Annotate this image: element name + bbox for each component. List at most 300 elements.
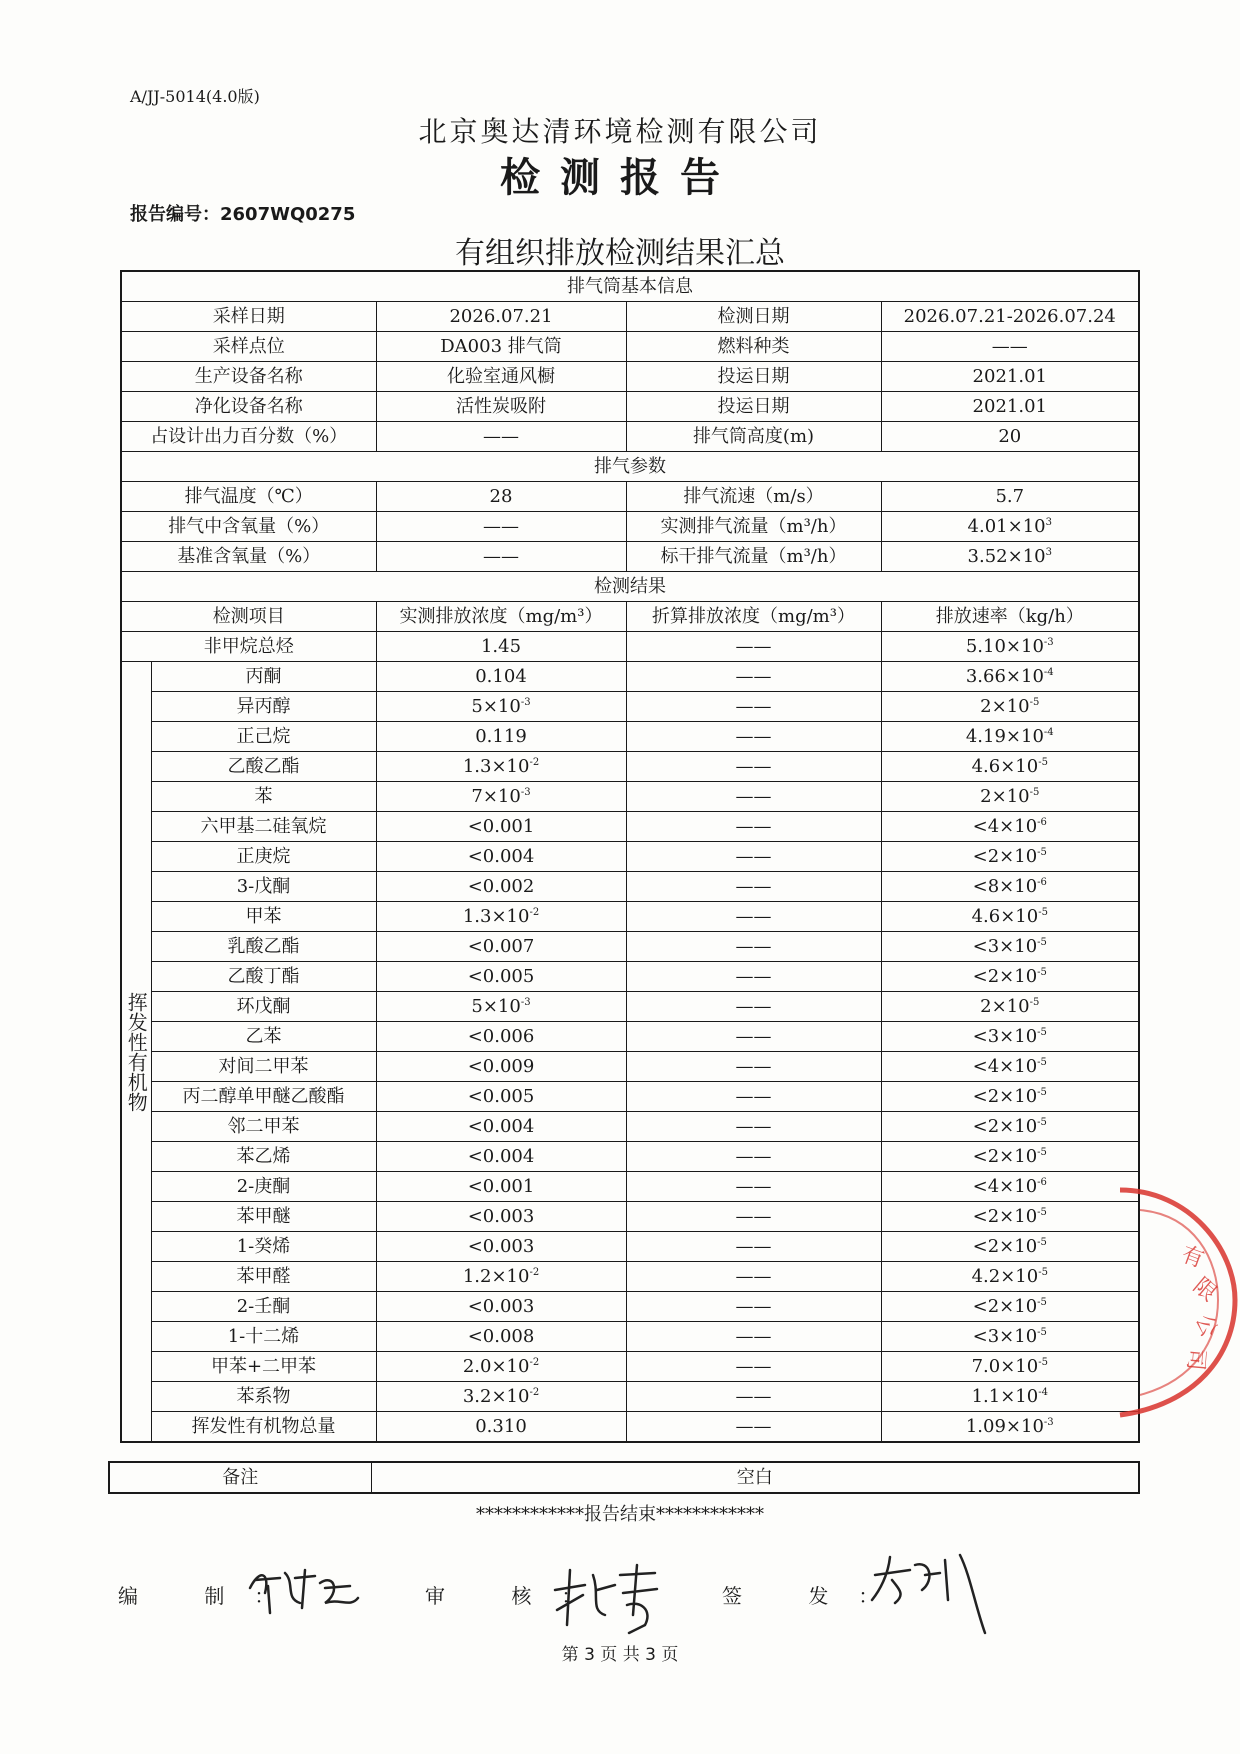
emission-rate-exponent: -3 bbox=[1043, 637, 1054, 648]
measured-conc-exponent: -2 bbox=[529, 1387, 540, 1398]
converted-conc: —— bbox=[626, 962, 881, 992]
emission-rate bbox=[881, 992, 1139, 1022]
item-name: 1-十二烯 bbox=[151, 1322, 376, 1352]
measured-conc bbox=[376, 1142, 626, 1172]
measured-conc-value: <0.004 bbox=[467, 1116, 535, 1137]
field-value: 活性炭吸附 bbox=[376, 392, 626, 422]
table-row bbox=[121, 332, 1139, 362]
section-header-row bbox=[121, 452, 1139, 482]
converted-conc: —— bbox=[626, 1112, 881, 1142]
table-row bbox=[121, 1292, 1139, 1322]
emission-rate bbox=[881, 782, 1139, 812]
table-row bbox=[121, 692, 1139, 722]
field-label: 燃料种类 bbox=[626, 332, 881, 362]
measured-conc-value: <0.001 bbox=[467, 816, 535, 837]
emission-rate-exponent: -5 bbox=[1037, 1297, 1047, 1308]
measured-conc bbox=[376, 812, 626, 842]
emission-rate-exponent: -5 bbox=[1037, 1327, 1047, 1338]
table-row bbox=[121, 962, 1139, 992]
emission-rate bbox=[881, 692, 1139, 722]
table-row bbox=[121, 1172, 1139, 1202]
measured-conc-value: <0.005 bbox=[467, 966, 535, 987]
measured-conc-value: 2.0×10 bbox=[462, 1356, 530, 1377]
item-name: 苯甲醚 bbox=[151, 1202, 376, 1232]
table-row bbox=[121, 422, 1139, 452]
table-row bbox=[121, 1322, 1139, 1352]
measured-conc bbox=[376, 1172, 626, 1202]
emission-rate bbox=[881, 1202, 1139, 1232]
measured-conc bbox=[376, 752, 626, 782]
measured-conc bbox=[376, 1112, 626, 1142]
page-number: 第 3 页 共 3 页 bbox=[561, 1645, 679, 1665]
table-row bbox=[121, 542, 1139, 572]
measured-conc bbox=[376, 842, 626, 872]
emission-rate-value: <2×10 bbox=[972, 1296, 1038, 1317]
measured-conc-value: <0.003 bbox=[467, 1296, 535, 1317]
svg-text:司: 司 bbox=[1182, 1347, 1209, 1372]
table-row bbox=[121, 1142, 1139, 1172]
emission-rate-value: 2×10 bbox=[980, 786, 1030, 807]
emission-rate bbox=[881, 1082, 1139, 1112]
param-value-exponent: 3 bbox=[1045, 547, 1052, 558]
table-row bbox=[121, 1382, 1139, 1412]
table-row bbox=[121, 812, 1139, 842]
svg-text:限: 限 bbox=[1188, 1273, 1222, 1307]
emission-rate bbox=[881, 842, 1139, 872]
item-name: 甲苯+二甲苯 bbox=[151, 1352, 376, 1382]
company-seal-icon bbox=[1110, 1170, 1240, 1430]
emission-rate bbox=[881, 632, 1139, 662]
emission-rate bbox=[881, 1382, 1139, 1412]
emission-rate-exponent: -5 bbox=[1037, 1207, 1047, 1218]
measured-conc bbox=[376, 1232, 626, 1262]
measured-conc bbox=[376, 1262, 626, 1292]
emission-rate bbox=[881, 662, 1139, 692]
measured-conc bbox=[376, 782, 626, 812]
converted-conc: —— bbox=[626, 1142, 881, 1172]
converted-conc: —— bbox=[626, 872, 881, 902]
measured-conc bbox=[376, 872, 626, 902]
emission-rate-value: <4×10 bbox=[972, 816, 1038, 837]
measured-conc bbox=[376, 932, 626, 962]
measured-conc-value: 1.2×10 bbox=[462, 1266, 530, 1287]
emission-rate-exponent: -5 bbox=[1037, 1237, 1047, 1248]
emission-rate bbox=[881, 1112, 1139, 1142]
emission-rate-exponent: -5 bbox=[1037, 1057, 1047, 1068]
measured-conc-value: 1.3×10 bbox=[462, 906, 530, 927]
measured-conc-value: <0.003 bbox=[467, 1206, 535, 1227]
item-name: 正己烷 bbox=[151, 722, 376, 752]
converted-conc: —— bbox=[626, 1232, 881, 1262]
field-label: 投运日期 bbox=[626, 362, 881, 392]
emission-rate-exponent: -6 bbox=[1037, 877, 1047, 888]
emission-rate-value: <2×10 bbox=[972, 846, 1038, 867]
measured-conc-value: 5×10 bbox=[471, 996, 521, 1017]
field-value: 2021.01 bbox=[881, 392, 1139, 422]
document-title: 检测报告 bbox=[500, 155, 740, 201]
field-label: 净化设备名称 bbox=[121, 392, 376, 422]
table-row bbox=[121, 662, 1139, 692]
remarks-label: 备注 bbox=[109, 1462, 371, 1493]
table-row bbox=[121, 392, 1139, 422]
converted-conc: —— bbox=[626, 1382, 881, 1412]
measured-conc-value: 7×10 bbox=[471, 786, 521, 807]
converted-conc: —— bbox=[626, 1352, 881, 1382]
emission-rate-value: <3×10 bbox=[972, 1026, 1038, 1047]
measured-conc-exponent: -2 bbox=[529, 907, 540, 918]
converted-conc: —— bbox=[626, 1292, 881, 1322]
emission-rate bbox=[881, 962, 1139, 992]
item-name: 苯甲醛 bbox=[151, 1262, 376, 1292]
field-label: 检测日期 bbox=[626, 302, 881, 332]
section-header-row bbox=[121, 271, 1139, 302]
measured-conc bbox=[376, 1052, 626, 1082]
remarks-value: 空白 bbox=[371, 1462, 1139, 1493]
field-label: 生产设备名称 bbox=[121, 362, 376, 392]
item-name: 苯乙烯 bbox=[151, 1142, 376, 1172]
param-label: 基准含氧量（%） bbox=[121, 542, 376, 572]
emission-rate bbox=[881, 1232, 1139, 1262]
review-label: 审 核： bbox=[425, 1584, 612, 1608]
field-value: DA003 排气筒 bbox=[376, 332, 626, 362]
param-value bbox=[881, 512, 1139, 542]
table-row bbox=[121, 302, 1139, 332]
field-value: 2026.07.21-2026.07.24 bbox=[881, 302, 1139, 332]
converted-conc: —— bbox=[626, 662, 881, 692]
converted-conc: —— bbox=[626, 992, 881, 1022]
table-row bbox=[121, 1082, 1139, 1112]
measured-conc-value: <0.002 bbox=[467, 876, 535, 897]
emission-rate-value: <8×10 bbox=[972, 876, 1038, 897]
item-name: 乙酸丁酯 bbox=[151, 962, 376, 992]
emission-rate-value: <2×10 bbox=[972, 1236, 1038, 1257]
measured-conc bbox=[376, 1082, 626, 1112]
emission-rate-exponent: -6 bbox=[1037, 1177, 1047, 1188]
item-name: 2-壬酮 bbox=[151, 1292, 376, 1322]
param-value-value: 5.7 bbox=[995, 486, 1025, 507]
converted-conc: —— bbox=[626, 1052, 881, 1082]
emission-rate-value: 5.10×10 bbox=[965, 636, 1044, 657]
item-name: 苯系物 bbox=[151, 1382, 376, 1412]
field-value: —— bbox=[881, 332, 1139, 362]
measured-conc-value: <0.001 bbox=[467, 1176, 535, 1197]
measured-conc-value: 1.3×10 bbox=[462, 756, 530, 777]
section-header: 排气参数 bbox=[121, 452, 1139, 482]
emission-rate bbox=[881, 1412, 1139, 1443]
table-row bbox=[121, 902, 1139, 932]
measured-conc bbox=[376, 902, 626, 932]
emission-rate-exponent: -5 bbox=[1037, 1147, 1047, 1158]
company-name: 北京奥达清环境检测有限公司 bbox=[418, 115, 822, 148]
table-row bbox=[121, 1022, 1139, 1052]
param-label: 排气流速（m/s） bbox=[626, 482, 881, 512]
reviewer-signature bbox=[545, 1555, 675, 1640]
emission-rate-exponent: -4 bbox=[1043, 727, 1054, 738]
emission-rate bbox=[881, 812, 1139, 842]
table-row bbox=[121, 1262, 1139, 1292]
table-row bbox=[121, 992, 1139, 1022]
emission-rate-exponent: -5 bbox=[1037, 847, 1047, 858]
voc-group-label bbox=[121, 662, 151, 1443]
measured-conc bbox=[376, 722, 626, 752]
table-row bbox=[121, 932, 1139, 962]
converted-conc: —— bbox=[626, 782, 881, 812]
param-value: —— bbox=[376, 512, 626, 542]
emission-rate-value: 4.19×10 bbox=[965, 726, 1044, 747]
measured-conc-exponent: -2 bbox=[529, 757, 540, 768]
converted-conc: —— bbox=[626, 1202, 881, 1232]
converted-conc: —— bbox=[626, 1412, 881, 1443]
item-name: 邻二甲苯 bbox=[151, 1112, 376, 1142]
emission-rate-value: <2×10 bbox=[972, 1206, 1038, 1227]
converted-conc: —— bbox=[626, 1022, 881, 1052]
emission-rate bbox=[881, 902, 1139, 932]
emission-rate bbox=[881, 1022, 1139, 1052]
item-name: 苯 bbox=[151, 782, 376, 812]
item-name: 丙酮 bbox=[151, 662, 376, 692]
measured-conc bbox=[376, 662, 626, 692]
compiler-signature bbox=[240, 1558, 370, 1628]
measured-conc-value: <0.006 bbox=[467, 1026, 535, 1047]
measured-conc bbox=[376, 1292, 626, 1322]
report-end-line: ************报告结束************ bbox=[476, 1504, 764, 1525]
item-name: 1-癸烯 bbox=[151, 1232, 376, 1262]
table-row bbox=[121, 632, 1139, 662]
column-header: 折算排放浓度（mg/m³） bbox=[626, 602, 881, 632]
field-label: 投运日期 bbox=[626, 392, 881, 422]
measured-conc-value: 0.104 bbox=[475, 666, 527, 687]
param-label: 排气温度（℃） bbox=[121, 482, 376, 512]
measured-conc bbox=[376, 1352, 626, 1382]
item-name: 2-庚酮 bbox=[151, 1172, 376, 1202]
emission-rate-value: 4.2×10 bbox=[971, 1266, 1039, 1287]
emission-rate-exponent: -5 bbox=[1037, 937, 1047, 948]
emission-rate-value: <3×10 bbox=[972, 936, 1038, 957]
measured-conc-value: 1.45 bbox=[480, 636, 522, 657]
emission-rate bbox=[881, 1172, 1139, 1202]
converted-conc: —— bbox=[626, 722, 881, 752]
summary-title: 有组织排放检测结果汇总 bbox=[455, 236, 785, 271]
param-value: 28 bbox=[376, 482, 626, 512]
converted-conc: —— bbox=[626, 1082, 881, 1112]
converted-conc: —— bbox=[626, 842, 881, 872]
emission-rate-value: 1.09×10 bbox=[965, 1416, 1044, 1437]
emission-rate-value: <2×10 bbox=[972, 1086, 1038, 1107]
field-label: 占设计出力百分数（%） bbox=[121, 422, 376, 452]
emission-rate-exponent: -5 bbox=[1037, 1087, 1047, 1098]
item-name: 环戊酮 bbox=[151, 992, 376, 1022]
emission-rate-exponent: -5 bbox=[1029, 787, 1040, 798]
table-row bbox=[121, 782, 1139, 812]
emission-rate bbox=[881, 1352, 1139, 1382]
item-name: 异丙醇 bbox=[151, 692, 376, 722]
table-row bbox=[121, 512, 1139, 542]
item-name: 乙苯 bbox=[151, 1022, 376, 1052]
emission-rate bbox=[881, 1052, 1139, 1082]
measured-conc-value: <0.008 bbox=[467, 1326, 535, 1347]
section-header-row bbox=[121, 572, 1139, 602]
param-label: 排气中含氧量（%） bbox=[121, 512, 376, 542]
param-value-value: 4.01×10 bbox=[967, 516, 1046, 537]
emission-rate-value: <2×10 bbox=[972, 966, 1038, 987]
table-row bbox=[121, 722, 1139, 752]
item-name: 乙酸乙酯 bbox=[151, 752, 376, 782]
converted-conc: —— bbox=[626, 1262, 881, 1292]
field-label: 排气筒高度(m) bbox=[626, 422, 881, 452]
item-name: 六甲基二硅氧烷 bbox=[151, 812, 376, 842]
emission-rate-exponent: -5 bbox=[1038, 1267, 1048, 1278]
item-name: 挥发性有机物总量 bbox=[151, 1412, 376, 1443]
field-value: 2026.07.21 bbox=[376, 302, 626, 332]
emission-rate-exponent: -4 bbox=[1043, 667, 1054, 678]
measured-conc-value: <0.004 bbox=[467, 846, 535, 867]
measured-conc-value: <0.005 bbox=[467, 1086, 535, 1107]
emission-rate-exponent: -4 bbox=[1038, 1387, 1048, 1398]
emission-rate-exponent: -5 bbox=[1037, 967, 1047, 978]
form-code: A/JJ-5014(4.0版) bbox=[130, 87, 260, 106]
emission-rate bbox=[881, 1262, 1139, 1292]
emission-rate-value: <4×10 bbox=[972, 1056, 1038, 1077]
field-label: 采样点位 bbox=[121, 332, 376, 362]
emission-rate-value: 2×10 bbox=[980, 996, 1030, 1017]
measured-conc-exponent: -3 bbox=[520, 787, 531, 798]
emission-rate bbox=[881, 932, 1139, 962]
measured-conc bbox=[376, 962, 626, 992]
emission-rate bbox=[881, 872, 1139, 902]
svg-text:公: 公 bbox=[1190, 1311, 1222, 1341]
table-row bbox=[121, 1352, 1139, 1382]
param-label: 实测排气流量（m³/h） bbox=[626, 512, 881, 542]
column-header: 检测项目 bbox=[121, 602, 376, 632]
measured-conc-value: 5×10 bbox=[471, 696, 521, 717]
field-value: 化验室通风橱 bbox=[376, 362, 626, 392]
converted-conc: —— bbox=[626, 812, 881, 842]
emission-rate-exponent: -5 bbox=[1029, 697, 1040, 708]
converted-conc: —— bbox=[626, 752, 881, 782]
emission-rate-value: 2×10 bbox=[980, 696, 1030, 717]
table-row bbox=[121, 1202, 1139, 1232]
table-row bbox=[121, 1412, 1139, 1443]
emission-rate bbox=[881, 722, 1139, 752]
emission-rate-value: <2×10 bbox=[972, 1146, 1038, 1167]
table-row bbox=[121, 482, 1139, 512]
emission-rate-value: 3.66×10 bbox=[965, 666, 1044, 687]
remarks-table bbox=[108, 1461, 1140, 1494]
measured-conc-exponent: -2 bbox=[529, 1357, 540, 1368]
field-value: 20 bbox=[881, 422, 1139, 452]
item-name: 对间二甲苯 bbox=[151, 1052, 376, 1082]
table-row bbox=[121, 1232, 1139, 1262]
table-row bbox=[121, 842, 1139, 872]
measured-conc bbox=[376, 1382, 626, 1412]
param-value: —— bbox=[376, 542, 626, 572]
item-name: 非甲烷总烃 bbox=[121, 632, 376, 662]
report-number: 报告编号：2607WQ0275 bbox=[130, 204, 356, 225]
measured-conc bbox=[376, 1202, 626, 1232]
voc-group-text: 挥发性有机物 bbox=[124, 991, 149, 1112]
converted-conc: —— bbox=[626, 1322, 881, 1352]
emission-rate-exponent: -5 bbox=[1038, 907, 1048, 918]
field-value: —— bbox=[376, 422, 626, 452]
param-label: 标干排气流量（m³/h） bbox=[626, 542, 881, 572]
measured-conc-value: <0.004 bbox=[467, 1146, 535, 1167]
item-name: 正庚烷 bbox=[151, 842, 376, 872]
table-row bbox=[121, 1112, 1139, 1142]
compile-label: 编 制： bbox=[118, 1584, 305, 1608]
measured-conc-exponent: -2 bbox=[529, 1267, 540, 1278]
measured-conc bbox=[376, 1412, 626, 1443]
converted-conc: —— bbox=[626, 692, 881, 722]
emission-rate bbox=[881, 1142, 1139, 1172]
measured-conc-value: 0.310 bbox=[475, 1416, 527, 1437]
issuer-signature bbox=[860, 1545, 990, 1640]
table-row bbox=[121, 872, 1139, 902]
table-row bbox=[121, 752, 1139, 782]
measured-conc-exponent: -3 bbox=[520, 697, 531, 708]
item-name: 3-戊酮 bbox=[151, 872, 376, 902]
param-value-exponent: 3 bbox=[1045, 517, 1052, 528]
column-header: 实测排放浓度（mg/m³） bbox=[376, 602, 626, 632]
converted-conc: —— bbox=[626, 902, 881, 932]
emission-rate-value: 1.1×10 bbox=[971, 1386, 1039, 1407]
measured-conc bbox=[376, 692, 626, 722]
svg-text:有: 有 bbox=[1177, 1242, 1208, 1274]
emission-rate bbox=[881, 752, 1139, 782]
emission-rate-value: <3×10 bbox=[972, 1326, 1038, 1347]
measured-conc bbox=[376, 1322, 626, 1352]
emission-rate-exponent: -3 bbox=[1043, 1417, 1054, 1428]
emission-rate-value: <2×10 bbox=[972, 1116, 1038, 1137]
emission-rate bbox=[881, 1322, 1139, 1352]
item-name: 乳酸乙酯 bbox=[151, 932, 376, 962]
emission-rate-exponent: -6 bbox=[1037, 817, 1047, 828]
measured-conc-value: <0.009 bbox=[467, 1056, 535, 1077]
field-label: 采样日期 bbox=[121, 302, 376, 332]
field-value: 2021.01 bbox=[881, 362, 1139, 392]
table-row bbox=[121, 1052, 1139, 1082]
emission-rate bbox=[881, 1292, 1139, 1322]
measured-conc bbox=[376, 992, 626, 1022]
param-value bbox=[881, 542, 1139, 572]
measured-conc-value: 3.2×10 bbox=[462, 1386, 530, 1407]
emission-rate-exponent: -5 bbox=[1029, 997, 1040, 1008]
section-header: 排气筒基本信息 bbox=[121, 271, 1139, 302]
results-table bbox=[120, 270, 1140, 1443]
measured-conc-value: <0.003 bbox=[467, 1236, 535, 1257]
emission-rate-value: 4.6×10 bbox=[971, 756, 1039, 777]
table-row bbox=[121, 362, 1139, 392]
converted-conc: —— bbox=[626, 1172, 881, 1202]
section-header: 检测结果 bbox=[121, 572, 1139, 602]
measured-conc-value: <0.007 bbox=[467, 936, 535, 957]
column-header: 排放速率（kg/h） bbox=[881, 602, 1139, 632]
emission-rate-value: 7.0×10 bbox=[971, 1356, 1039, 1377]
item-name: 甲苯 bbox=[151, 902, 376, 932]
measured-conc-exponent: -3 bbox=[520, 997, 531, 1008]
converted-conc: —— bbox=[626, 932, 881, 962]
converted-conc: —— bbox=[626, 632, 881, 662]
emission-rate-value: 4.6×10 bbox=[971, 906, 1039, 927]
emission-rate-exponent: -5 bbox=[1038, 757, 1048, 768]
emission-rate-exponent: -5 bbox=[1037, 1027, 1047, 1038]
item-name: 丙二醇单甲醚乙酸酯 bbox=[151, 1082, 376, 1112]
measured-conc-value: 0.119 bbox=[475, 726, 527, 747]
emission-rate-exponent: -5 bbox=[1038, 1357, 1048, 1368]
issue-label: 签 发： bbox=[722, 1584, 909, 1608]
emission-rate-value: <4×10 bbox=[972, 1176, 1038, 1197]
measured-conc bbox=[376, 632, 626, 662]
column-header-row bbox=[121, 602, 1139, 632]
